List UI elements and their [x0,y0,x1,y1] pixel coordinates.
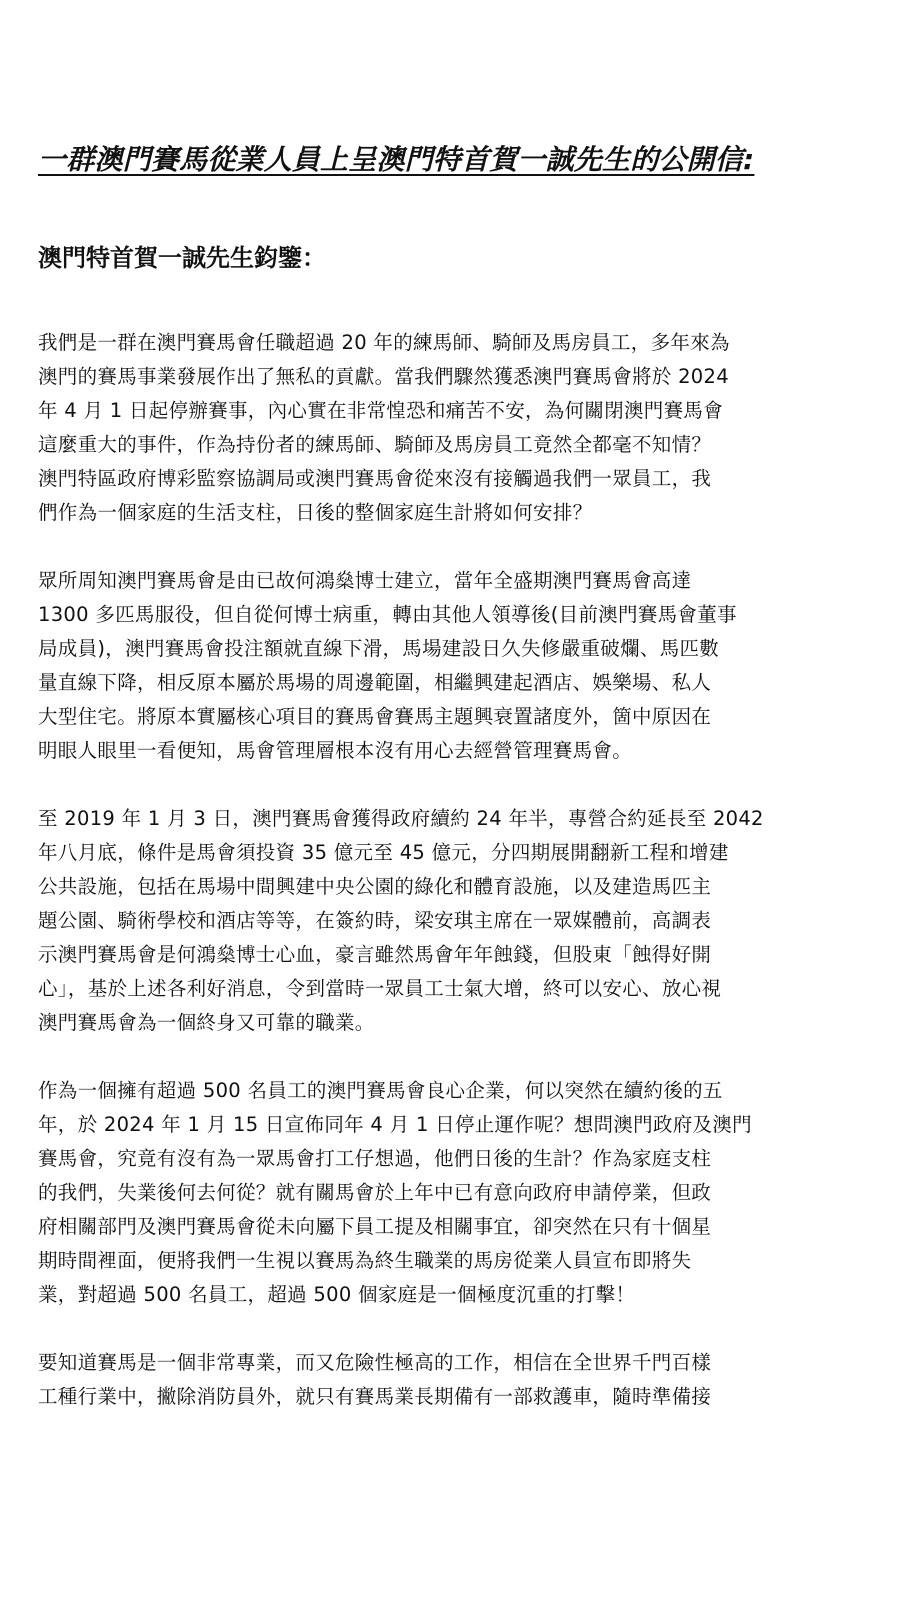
paragraph-1 [38,326,878,530]
text-line: 題公園、騎術學校和酒店等等，在簽約時，梁安琪主席在一眾媒體前，高調表 [38,909,712,932]
text-line: 府相關部門及澳門賽馬會從未向屬下員工提及相關事宜，卻突然在只有十個星 [38,1215,712,1238]
text-line: 年，於 2024 年 1 月 15 日宣佈同年 4 月 1 日停止運作呢？想問澳門政府及澳門 [38,1113,752,1136]
text-line: 我們是一群在澳門賽馬會任職超過 20 年的練馬師、騎師及馬房員工，多年來為 [38,331,730,354]
letter-title: 一群澳門賽馬從業人員上呈澳門特首賀一誠先生的公開信: [38,143,755,176]
text-line: 的我們，失業後何去何從？就有關馬會於上年中已有意向政府申請停業，但政 [38,1181,712,1204]
text-line: 公共設施，包括在馬場中間興建中央公園的綠化和體育設施，以及建造馬匹主 [38,875,712,898]
text-line: 們作為一個家庭的生活支柱，日後的整個家庭生計將如何安排？ [38,501,593,524]
text-line: 眾所周知澳門賽馬會是由已故何鴻燊博士建立，當年全盛期澳門賽馬會高達 [38,569,692,592]
text-line: 量直線下降，相反原本屬於馬場的周邊範圍，相繼興建起酒店、娛樂場、私人 [38,671,712,694]
text-line: 局成員)，澳門賽馬會投注額就直線下滑，馬場建設日久失修嚴重破爛、馬匹數 [38,637,720,660]
paragraph-2 [38,564,878,768]
text-line: 這麼重大的事件，作為持份者的練馬師、騎師及馬房員工竟然全都毫不知情？ [38,433,712,456]
text-line: 賽馬會，究竟有沒有為一眾馬會打工仔想過，他們日後的生計？作為家庭支柱 [38,1147,712,1170]
text-line: 澳門的賽馬事業發展作出了無私的貢獻。當我們驟然獲悉澳門賽馬會將於 2024 [38,365,729,388]
text-line: 期時間裡面，便將我們一生視以賽馬為終生職業的馬房從業人員宣布即將失 [38,1249,692,1272]
text-line: 澳門特區政府博彩監察協調局或澳門賽馬會從來沒有接觸過我們一眾員工，我 [38,467,712,490]
text-line: 作為一個擁有超過 500 名員工的澳門賽馬會良心企業，何以突然在續約後的五 [38,1079,723,1102]
salutation: 澳門特首賀一誠先生鈞鑒： [38,244,326,272]
text-line: 示澳門賽馬會是何鴻燊博士心血，豪言雖然馬會年年蝕錢，但股東「蝕得好開 [38,943,712,966]
text-line: 年八月底，條件是馬會須投資 35 億元至 45 億元，分四期展開翻新工程和增建 [38,841,729,864]
paragraph-3 [38,802,878,1040]
text-line: 業，對超過 500 名員工，超過 500 個家庭是一個極度沉重的打擊！ [38,1283,636,1306]
text-line: 要知道賽馬是一個非常專業，而又危險性極高的工作，相信在全世界千門百樣 [38,1351,712,1374]
text-line: 工種行業中，撇除消防員外，就只有賽馬業長期備有一部救護車，隨時準備接 [38,1385,712,1408]
text-line: 心」，基於上述各利好消息，令到當時一眾員工士氣大增，終可以安心、放心視 [38,977,722,1000]
paragraph-4 [38,1074,878,1312]
text-line: 大型住宅。將原本實屬核心項目的賽馬會賽馬主題興衰置諸度外，箇中原因在 [38,705,712,728]
text-line: 澳門賽馬會為一個終身又可靠的職業。 [38,1011,375,1034]
text-line: 1300 多匹馬服役，但自從何博士病重，轉由其他人領導後(目前澳門賽馬會董事 [38,603,737,626]
text-line: 至 2019 年 1 月 3 日，澳門賽馬會獲得政府續約 24 年半，專營合約延長至 2042 [38,807,764,830]
text-line: 明眼人眼里一看便知，馬會管理層根本沒有用心去經營管理賽馬會。 [38,739,633,762]
paragraph-5 [38,1346,878,1414]
text-line: 年 4 月 1 日起停辦賽事，內心實在非常惶恐和痛苦不安，為何關閉澳門賽馬會 [38,399,724,422]
